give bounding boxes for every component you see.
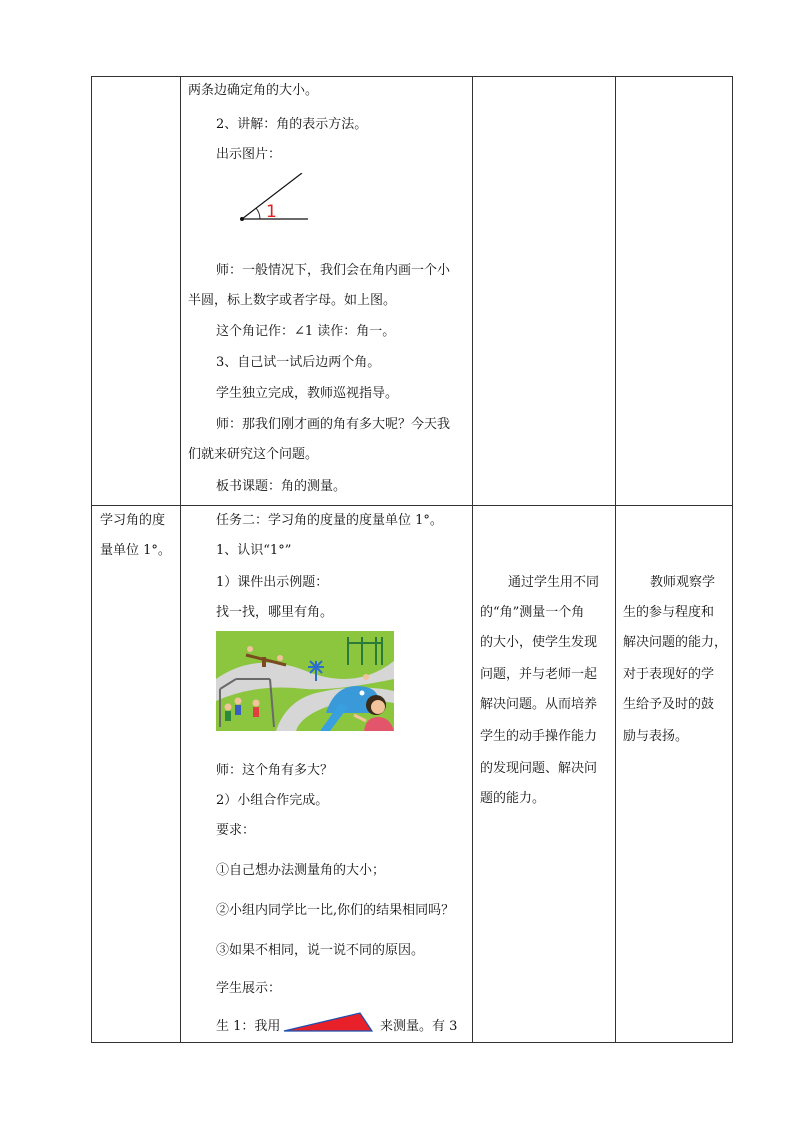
row1-line: 师：那我们刚才画的角有多大呢？今天我 xyxy=(216,417,451,432)
evaluation-line: 生给予及时的鼓 xyxy=(623,697,715,712)
evaluation-line: 教师观察学 xyxy=(650,575,716,590)
row1-line: 两条边确定角的大小。 xyxy=(188,83,319,98)
design-intent-line: 的“角”测量一个角 xyxy=(480,605,585,620)
row1-line: 这个角记作：∠1 读作：角一。 xyxy=(216,324,396,339)
lesson-plan-table xyxy=(91,76,733,1043)
section-title-line: 学习角的度 xyxy=(100,513,166,528)
angle-arc xyxy=(256,208,260,219)
evaluation-line: 励与表扬。 xyxy=(623,729,689,744)
design-intent-line: 的大小，使学生发现 xyxy=(480,635,598,650)
requirement-item: ①自己想办法测量角的大小； xyxy=(216,863,386,878)
row1-line: 3、自己试一试后边两个角。 xyxy=(216,355,381,370)
row2-line: 1）课件出示例题： xyxy=(216,575,329,590)
evaluation-line: 对于表现好的学 xyxy=(623,667,715,682)
row1-line: 师：一般情况下，我们会在角内画一个小 xyxy=(216,263,451,278)
playground-illustration xyxy=(216,631,394,731)
requirement-item: ②小组内同学比一比,你们的结果相同吗？ xyxy=(216,903,455,918)
column-divider xyxy=(615,77,616,1042)
angle-figure xyxy=(240,173,320,223)
row1-line: 们就来研究这个问题。 xyxy=(188,447,319,462)
design-intent-line: 解决问题。从而培养 xyxy=(480,697,598,712)
angle-vertex xyxy=(240,217,244,221)
design-intent-line: 学生的动手操作能力 xyxy=(480,729,598,744)
student1-suffix: 来测量。有 3 xyxy=(380,1019,458,1034)
row1-line: 半圆，标上数字或者字母。如上图。 xyxy=(188,293,397,308)
requirement-item: ③如果不相同，说一说不同的原因。 xyxy=(216,943,425,958)
row1-line: 学生独立完成，教师巡视指导。 xyxy=(216,386,399,401)
student1-prefix: 生 1：我用 xyxy=(216,1019,281,1034)
row-divider xyxy=(92,505,732,506)
row1-line: 出示图片： xyxy=(216,147,282,162)
row2-line: 学生展示： xyxy=(216,981,282,996)
column-divider xyxy=(472,77,473,1042)
design-intent-line: 问题，并与老师一起 xyxy=(480,667,598,682)
row2-line: 师：这个角有多大？ xyxy=(216,763,334,778)
column-divider xyxy=(180,77,181,1042)
angle-number-label: 1 xyxy=(266,202,277,222)
section-title-line: 量单位 1°。 xyxy=(100,543,171,558)
row1-line: 板书课题：角的测量。 xyxy=(216,479,347,494)
design-intent-line: 通过学生用不同 xyxy=(508,575,600,590)
row2-line: 2）小组合作完成。 xyxy=(216,793,329,808)
evaluation-line: 解决问题的能力， xyxy=(623,635,728,650)
triangle-ruler-figure xyxy=(282,1011,374,1033)
row2-line: 找一找，哪里有角。 xyxy=(216,605,334,620)
row2-line: 要求： xyxy=(216,823,256,838)
row2-line: 任务二：学习角的度量的度量单位 1°。 xyxy=(216,513,443,528)
design-intent-line: 题的能力。 xyxy=(480,791,546,806)
row1-line: 2、讲解：角的表示方法。 xyxy=(216,117,368,132)
design-intent-line: 的发现问题、解决问 xyxy=(480,761,598,776)
evaluation-line: 生的参与程度和 xyxy=(623,605,715,620)
row2-line: 1、认识“1°” xyxy=(216,543,292,558)
